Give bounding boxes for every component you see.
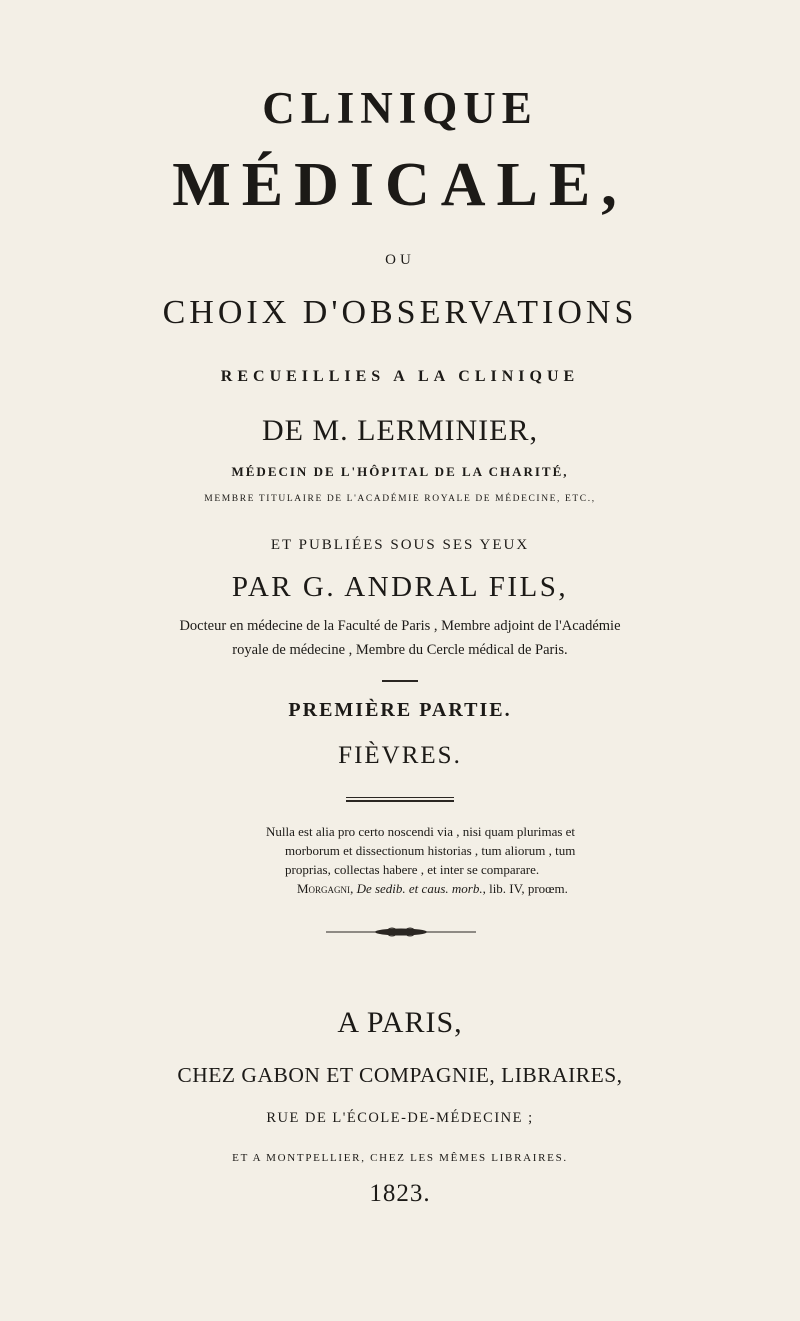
- title-choix: CHOIX D'OBSERVATIONS: [162, 294, 638, 331]
- imprint-publisher: CHEZ GABON ET COMPAGNIE, LIBRAIRES,: [177, 1063, 623, 1087]
- published-under: ET PUBLIÉES SOUS SES YEUX: [270, 537, 530, 553]
- epigraph-line-1: Nulla est alia pro certo noscendi via , nisi quam plurimas et: [266, 824, 576, 839]
- short-rule: [382, 680, 418, 682]
- imprint-montpellier: ET A MONTPELLIER, CHEZ LES MÊMES LIBRAIRES.: [232, 1152, 568, 1164]
- title-ou: OU: [385, 252, 415, 268]
- credential-charite: MÉDECIN DE L'HÔPITAL DE LA CHARITÉ,: [231, 464, 569, 479]
- title-medicale: MÉDICALE,: [172, 151, 628, 219]
- imprint-address: RUE DE L'ÉCOLE-DE-MÉDECINE ;: [266, 1110, 534, 1126]
- title-clinique: CLINIQUE: [262, 83, 538, 133]
- credential-academie: MEMBRE TITULAIRE DE L'ACADÉMIE ROYALE DE MÉDECINE, ETC.,: [204, 494, 596, 504]
- author-credentials-2: royale de médecine , Membre du Cercle médical de Paris.: [232, 642, 568, 658]
- epigraph-line-3: proprias, collectas habere , et inter se comparare.: [285, 862, 540, 877]
- part-subject: FIÈVRES.: [338, 742, 462, 769]
- imprint-year: 1823.: [369, 1180, 431, 1207]
- epigraph-ref: , lib. IV, proœm.: [482, 881, 568, 896]
- author-andral: PAR G. ANDRAL FILS,: [231, 571, 569, 603]
- double-rule-bottom: [346, 800, 454, 802]
- author-credentials-1: Docteur en médecine de la Faculté de Paris , Membre adjoint de l'Académie: [179, 618, 621, 634]
- double-rule-top: [346, 797, 454, 798]
- title-recueillies: RECUEILLIES A LA CLINIQUE: [220, 368, 580, 385]
- title-lerminier: DE M. LERMINIER,: [262, 414, 538, 447]
- imprint-city: A PARIS,: [337, 1006, 463, 1039]
- epigraph-line-2: morborum et dissectionum historias , tum aliorum , tum: [285, 843, 576, 858]
- epigraph-citation: Morgagni, De sedib. et caus. morb., lib. IV, proœm.: [297, 881, 568, 896]
- epigraph-work: De sedib. et caus. morb.: [356, 881, 483, 896]
- epigraph-author: Morgagni: [297, 881, 351, 896]
- ornamental-rule: [326, 925, 476, 939]
- part-label: PREMIÈRE PARTIE.: [288, 699, 512, 721]
